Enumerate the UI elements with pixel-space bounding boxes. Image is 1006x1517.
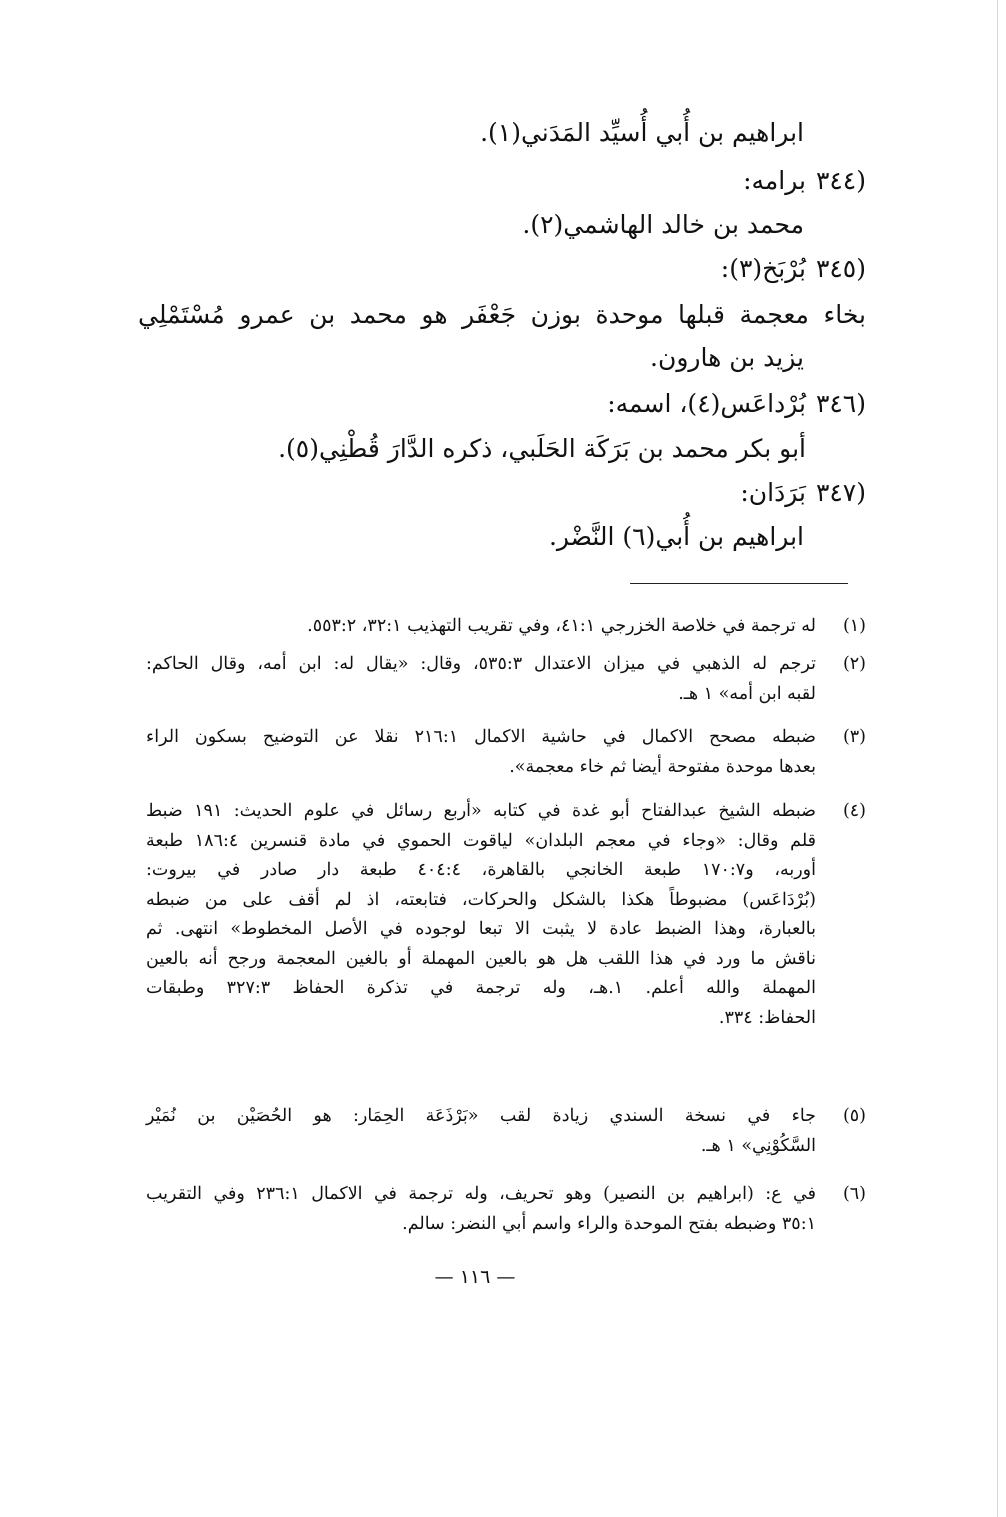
- entry-347-heading: بَرَدَان:: [740, 478, 806, 507]
- entry-346-heading: بُرْداعَس(٤)، اسمه:: [607, 389, 806, 418]
- page-number: — ١١٦ —: [434, 1266, 516, 1288]
- footnote-line: ضبطه مصحح الاكمال في حاشية الاكمال ٢١٦:١ نقلا عن التوضيح بسكون الراء: [146, 727, 816, 747]
- scan-edge-line: [997, 0, 998, 1517]
- entry-346-number: ٣٤٦): [815, 389, 866, 418]
- footnote-line: ناقش ما ورد في هذا اللقب هل هو بالعين المهملة أو بالغين المعجمة ورجح أنه بالعين: [146, 948, 816, 969]
- footnote-number: (٤): [842, 801, 866, 821]
- entry-344-heading: برامه:: [743, 166, 806, 195]
- footnote-line: ترجم له الذهبي في ميزان الاعتدال ٥٣٥:٣، وقال: «يقال له: ابن أمه، وقال الحاكم:: [146, 654, 816, 674]
- entry-343-text-line: ابراهيم بن أُبي أُسيِّد المَدَني(١).: [480, 118, 804, 147]
- footnote-line: المهملة والله أعلم. ١.هـ، وله ترجمة في تذكرة الحفاظ ٣٢٧:٣ وطبقات: [146, 978, 816, 998]
- footnote-line: السَّكُوْنِي» ١ هـ.: [700, 1135, 816, 1156]
- entry-347-number: ٣٤٧): [815, 478, 866, 507]
- footnote-line: أوربه، و١٧٠:٧ طبعة الخانجي بالقاهرة، ٤٠٤:٤ طبعة دار صادر في بيروت:: [146, 860, 816, 880]
- footnote-line: جاء في نسخة السندي زيادة لقب «بَرْذَعَة الحِمَار: هو الحُصَيْن بن نُمَيْر: [146, 1106, 816, 1126]
- footnote-line: له ترجمة في خلاصة الخزرجي ٤١:١، وفي تقريب التهذيب ٣٢:١، ٥٥٣:٢.: [307, 616, 816, 636]
- footnote-number: (٥): [842, 1106, 866, 1126]
- footnote-line: لقبه ابن أمه» ١ هـ.: [678, 683, 816, 704]
- footnote-line: قلم وقال: «وجاء في معجم البلدان» لياقوت الحموي في مادة قنسرين ١٨٦:٤ طبعة: [146, 830, 816, 851]
- footnote-line: بالعبارة، وهذا الضبط عادة لا يثبت الا تبعا لوجوده في الأصل المخطوط» انتهى. ثم: [146, 919, 816, 939]
- entry-344-text-line: محمد بن خالد الهاشمي(٢).: [522, 210, 804, 239]
- entry-345-heading: بُرْبَخ(٣):: [720, 254, 806, 283]
- entry-345-text-line: بخاء معجمة قبلها موحدة بوزن جَعْفَر هو محمد بن عمرو مُسْتَمْلِي: [138, 300, 866, 329]
- footnote-number: (٦): [842, 1184, 866, 1204]
- footnote-line: ضبطه الشيخ عبدالفتاح أبو غدة في كتابه «أربع رسائل في علوم الحديث: ١٩١ ضبط: [146, 801, 816, 821]
- footnote-line: في ع: (ابراهيم بن النصير) وهو تحريف، وله ترجمة في الاكمال ٢٣٦:١ وفي التقريب: [146, 1184, 816, 1204]
- entry-345-text-line: يزيد بن هارون.: [650, 343, 804, 372]
- entry-344-number: ٣٤٤): [815, 166, 866, 195]
- footnote-line: بعدها موحدة مفتوحة أيضا ثم خاء معجمة».: [509, 756, 816, 777]
- footnote-number: (٢): [842, 654, 866, 674]
- footnote-separator: [630, 583, 848, 584]
- entry-346-text-line: أبو بكر محمد بن بَرَكَة الحَلَبي، ذكره الدَّارَ قُطْنِي(٥).: [278, 434, 806, 463]
- footnote-line: الحفاظ: ٣٣٤.: [718, 1007, 816, 1028]
- entry-347-text-line: ابراهيم بن أُبي(٦) النَّضْر.: [548, 522, 804, 551]
- footnote-line: ٣٥:١ وضبطه بفتح الموحدة والراء واسم أبي النضر: سالم.: [402, 1213, 816, 1234]
- footnote-number: (٣): [842, 727, 866, 747]
- footnote-line: (بُرْدَاعَس) مضبوطاً هكذا بالشكل والحركات، فتابعته، اذ لم أقف على من ضبطه: [146, 889, 816, 910]
- entry-345-number: ٣٤٥): [815, 254, 866, 283]
- footnote-number: (١): [842, 616, 866, 636]
